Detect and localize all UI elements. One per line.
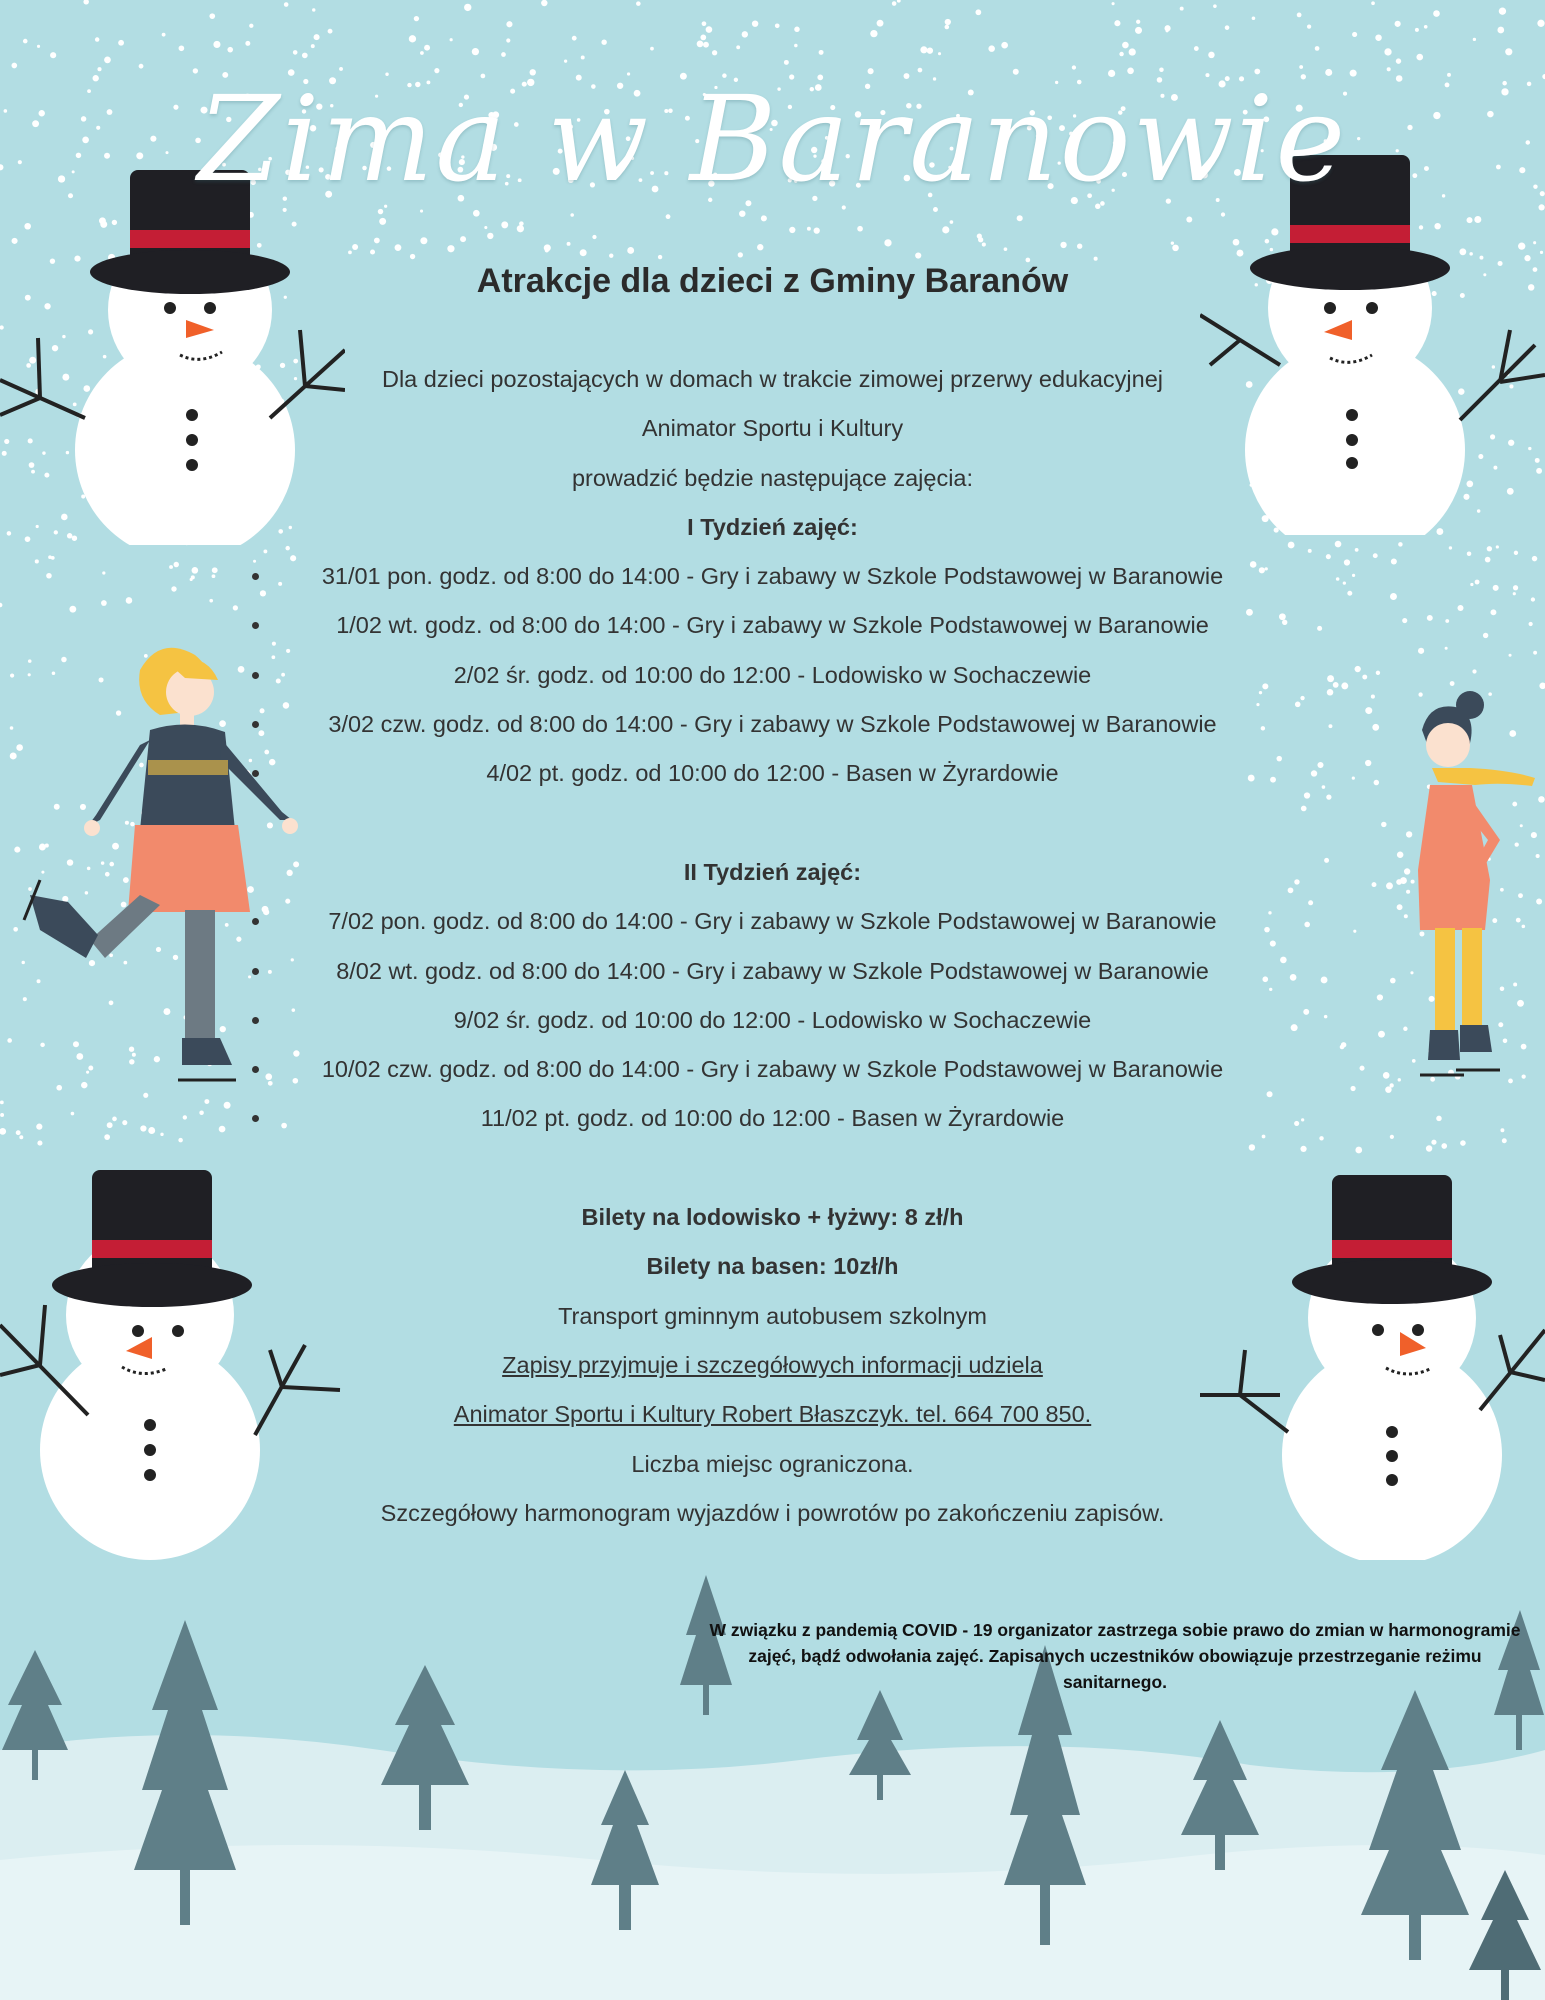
snowflake [160,1133,163,1136]
snowflake [199,1111,204,1116]
snowflake [703,42,709,48]
snowflake [950,220,954,224]
snowflake [814,228,820,234]
snowflake [192,567,199,574]
snowflake [572,36,577,41]
snowflake [11,63,17,69]
snowflake [1533,651,1537,655]
snowflake [738,252,743,257]
snowflake [1402,618,1407,623]
snowflake [484,226,487,229]
snowflake [1322,785,1326,789]
snowflake [126,597,133,604]
snowflake [179,45,185,51]
snowflake [314,34,320,40]
snowflake [1493,585,1499,591]
snowflake [209,13,215,19]
snowflake [1252,16,1256,20]
snowflake [1094,257,1098,261]
main-content [230,355,1315,1538]
snowflake [545,248,549,252]
snowflake [1017,215,1023,221]
snowflake [567,242,571,246]
snowflake [23,39,28,44]
snowflake [450,38,453,41]
snowflake [1225,25,1230,30]
snowflake [183,1115,187,1119]
snowflake [1324,858,1329,863]
snowflake [447,245,454,252]
snowflake [1326,554,1331,559]
schedule-item: 11/02 pt. godz. od 10:00 do 12:00 - Basen w Żyrardowie [230,1094,1315,1143]
snowflake [1499,8,1506,15]
snowflake [374,238,380,244]
snowflake [541,0,547,6]
snowflake [807,227,811,231]
snowflake [245,41,250,46]
snowflake [1505,48,1512,55]
snowflake [742,31,748,37]
snowflake [293,50,298,55]
snowflake [1297,13,1302,18]
snowflake [1343,581,1346,584]
snowflake [171,586,176,591]
snowflake [1509,654,1512,657]
snowflake [0,603,2,608]
snowflake [975,9,981,15]
snowflake [1416,54,1423,61]
snowflake [658,255,662,259]
snowflake [1324,1015,1328,1019]
snowflake [1390,593,1397,600]
snowflake [920,46,927,53]
tree-icon [130,1620,240,1925]
snowflake [95,37,99,41]
snowflake [1299,65,1303,69]
snowflake [1475,580,1480,585]
snowflake [174,562,179,567]
snowflake [988,45,995,52]
snowflake [1373,553,1378,558]
snowflake [1336,577,1340,581]
snowflake [506,21,512,27]
snowflake [1502,1138,1507,1143]
snowflake [473,210,480,217]
snowflake [1513,592,1516,595]
tree-icon [845,1690,915,1800]
snowflake [1532,556,1537,561]
signup-link-line2[interactable]: Animator Sportu i Kultury Robert Błaszczyk. tel. 664 700 850. [453,1401,1092,1428]
snowflake [1426,1145,1432,1151]
snowflake [1129,48,1136,55]
snowflake [1319,1136,1323,1140]
snowflake [1436,1116,1442,1122]
snowflake [1415,28,1419,32]
pool-tickets: Bilety na basen: 10zł/h [646,1253,899,1280]
snowflake [1398,542,1402,546]
snowflake [1213,4,1217,8]
snowflake [697,41,704,48]
snowflake [706,26,713,33]
snowflake [1180,7,1184,11]
snowflake [1427,615,1433,621]
snowflake [1490,609,1496,615]
snowflake [1355,548,1359,552]
snowflake [1355,666,1361,672]
snowflake [1390,1135,1394,1139]
snowflake [1445,619,1449,623]
week2-heading: II Tydzień zajęć: [683,858,862,885]
snowflake [213,41,220,48]
snowflake [209,599,213,603]
snowflake [1186,217,1192,223]
intro-line: prowadzić będzie następujące zajęcia: [571,464,974,491]
snowflake [794,27,799,32]
snowflake [284,2,289,7]
snowflake [1497,27,1504,34]
snowflake [1119,52,1123,56]
snowflake [982,242,986,246]
snowflake [1483,633,1488,638]
snowflake [570,213,574,217]
snowflake [1457,605,1463,611]
ice-rink-tickets: Bilety na lodowisko + łyżwy: 8 zł/h [581,1204,964,1231]
snowflake [945,25,950,30]
intro-line: Dla dzieci pozostających w domach w trakcie zimowej przerwy edukacyjnej [381,366,1164,392]
snowflake [1472,669,1476,673]
snowflake [162,33,166,37]
snowflake [775,23,780,28]
snowflake [178,1138,183,1143]
snowflake [348,251,352,255]
snowflake [757,244,763,250]
snowflake [112,1117,117,1122]
snowflake [0,1100,4,1104]
snowflake [1135,27,1142,34]
snowflake [752,20,758,26]
schedule-item: 10/02 czw. godz. od 8:00 do 14:00 - Gry i zabawy w Szkole Podstawowej w Baranowie [230,1045,1315,1094]
snowflake [915,252,921,258]
snowflake [700,35,706,41]
snowflake [564,60,567,63]
snowflake [101,600,107,606]
snowflake [1171,241,1174,244]
snowflake [1396,58,1401,63]
snowflake [212,574,216,578]
snowflake [1433,10,1440,17]
schedule-item: 2/02 śr. godz. od 10:00 do 12:00 - Lodowisko w Sochaczewie [230,651,1315,700]
snowflake [46,573,52,579]
snowflake [1395,21,1401,27]
snowflake [927,47,933,53]
snowflake [420,237,427,244]
snowflake [302,53,308,59]
snowflake [702,21,707,26]
snowflake [102,571,105,574]
schedule-item: 31/01 pon. godz. od 8:00 do 14:00 - Gry i zabawy w Szkole Podstawowej w Baranowie [230,552,1315,601]
snowflake [1352,32,1357,37]
snowflake [352,244,358,250]
snowflake [819,50,824,55]
snowflake [1347,591,1352,596]
snowflake [328,29,333,34]
schedule-item: 8/02 wt. godz. od 8:00 do 14:00 - Gry i zabawy w Szkole Podstawowej w Baranowie [230,947,1315,996]
snowflake [370,249,375,254]
snowflake [140,1125,146,1131]
snowflake [580,249,587,256]
snowflake [739,210,745,216]
snowflake [1449,546,1452,549]
snowflake [1208,52,1214,58]
snowflake [410,254,415,259]
week1-heading: I Tydzień zajęć: [687,513,858,540]
snowflake [212,567,218,573]
limited-places: Liczba miejsc ograniczona. [631,1450,914,1477]
snowflake [1114,20,1120,26]
snowflake [1441,1143,1447,1149]
snowflake [601,39,606,44]
snowflake [1327,675,1334,682]
snowflake [122,1120,127,1125]
snowflake [1473,38,1476,41]
snowflake [69,606,76,613]
snowflake [379,218,386,225]
snowflake [1328,724,1332,728]
snowflake [1344,559,1350,565]
snowflake [506,38,510,42]
snowflake [1194,46,1199,51]
snowflake [1136,20,1140,24]
snowflake [1514,551,1518,555]
page-title: Zima w Baranowie [197,70,1348,208]
tree-icon [0,1650,70,1780]
snowflake [16,1130,21,1135]
snowflake [977,234,982,239]
snowflake [1317,626,1322,631]
snowflake [1326,794,1331,799]
snowflake [190,578,193,581]
snowflake [789,227,795,233]
snowflake [37,1141,42,1146]
snowflake [1341,682,1348,689]
snowflake [1001,42,1008,49]
snowflake [1352,777,1355,780]
snowflake [636,1,641,6]
tree-icon [1465,1870,1545,2000]
snowflake [83,0,88,5]
snowflake [1537,20,1544,27]
snowflake [19,1135,23,1139]
snowflake [1307,24,1311,28]
snowflake [1327,689,1334,696]
snowflake [1317,762,1323,768]
snowflake [1487,546,1492,551]
snowflake [1431,1140,1436,1145]
snowflake [870,30,877,37]
snowflake [51,556,55,560]
snowflake [36,1124,42,1130]
snowflake [464,4,471,11]
snowflake [219,1126,226,1133]
snowflake [1460,1140,1466,1146]
week2-schedule-list [230,897,1315,1143]
snowflake [227,47,233,53]
snowflake [1467,552,1472,557]
snowflake [424,45,430,51]
transport-info: Transport gminnym autobusem szkolnym [558,1302,987,1329]
tree-icon [1355,1690,1475,1960]
snowflake [460,236,466,242]
snowflake [1531,597,1535,601]
snowflake [107,1122,113,1128]
snowflake [0,1128,6,1135]
snowflake [139,64,144,69]
snowflake [938,52,941,55]
section-spacer [230,1144,1315,1193]
snowflake [666,214,671,219]
snowflake [794,44,798,48]
snowflake [249,24,253,28]
tree-icon [585,1770,665,1930]
snowflake [897,0,901,3]
snowflake [312,8,315,11]
snowflake [1539,682,1545,689]
snowflake [311,44,315,48]
snowflake [1470,583,1473,586]
snowflake [1060,242,1066,248]
week1-schedule-list [230,552,1315,798]
snowflake [1384,48,1391,55]
snowflake [1072,65,1076,69]
snowflake [517,225,524,232]
snowflake [784,60,789,65]
schedule-item: 3/02 czw. godz. od 8:00 do 14:00 - Gry i zabawy w Szkole Podstawowej w Baranowie [230,700,1315,749]
snowflake [627,247,634,254]
snowflake [1391,559,1397,565]
snowflake [1500,1128,1504,1132]
schedule-item: 7/02 pon. godz. od 8:00 do 14:00 - Gry i zabawy w Szkole Podstawowej w Baranowie [230,897,1315,946]
snowflake [1355,1147,1362,1154]
snowflake [1335,541,1342,548]
snowflake [1529,622,1533,626]
snowflake [148,1127,155,1134]
snowflake [1375,34,1381,40]
snowflake [650,47,654,51]
snowflake [892,1,897,6]
snowflake [1112,2,1115,5]
snowflake [414,16,419,21]
snowflake [1418,648,1424,654]
tree-icon [375,1665,475,1830]
snowflake [501,221,508,228]
snowflake [877,20,884,27]
snowflake [395,244,402,251]
snowflake [1350,1086,1355,1091]
snowflake [1077,244,1082,249]
snowflake [945,19,951,25]
section-spacer [230,799,1315,848]
snowflake [501,52,506,57]
snowflake [1450,681,1455,686]
covid-notice: W związku z pandemią COVID - 19 organizator zastrzega sobie prawo do zmian w harmonogramie zajęć, bądź odwołania zajęć. Zapisanych uczestników obowiązuje przestrzeganie reżimu sanitarnego. [709,1620,1521,1692]
page-subtitle: Atrakcje dla dzieci z Gminy Baranów [476,262,1069,300]
snowflake [420,51,424,55]
snowflake [581,55,585,59]
snowflake [472,48,479,55]
snowflake [1376,671,1380,675]
snowflake [1004,247,1008,251]
snowflake [118,40,124,46]
snowflake [1164,25,1170,31]
snowflake [609,253,613,257]
snowflake [1513,585,1518,590]
signup-link-line1[interactable]: Zapisy przyjmuje i szczegółowych informacji udziela [502,1351,1043,1378]
snowflake [35,559,39,563]
snowflake [1496,545,1499,548]
snowflake [104,57,111,64]
snowflake [857,226,863,232]
snowflake [884,239,891,246]
snowflake [592,235,596,239]
schedule-item: 9/02 śr. godz. od 10:00 do 12:00 - Lodowisko w Sochaczewie [230,996,1315,1045]
snowflake [1122,42,1129,49]
snowflake [169,565,173,569]
snowflake [420,210,423,213]
snowflake [1445,647,1448,650]
intro-line: Animator Sportu i Kultury [641,415,904,442]
snowflake [1485,557,1491,563]
snowflake [1353,930,1356,933]
snowflake [1371,1,1375,5]
snowflake [1172,245,1179,252]
snowflake [378,209,383,214]
tree-icon [1175,1720,1265,1870]
snowflake [50,52,56,58]
snowflake [1424,25,1428,29]
schedule-item: 4/02 pt. godz. od 10:00 do 12:00 - Basen w Żyrardowie [230,749,1315,798]
snowflake [1321,977,1328,984]
schedule-item: 1/02 wt. godz. od 8:00 do 14:00 - Gry i zabawy w Szkole Podstawowej w Baranowie [230,601,1315,650]
snowflake [736,45,740,49]
snowflake [1315,46,1320,51]
snowflake [487,233,493,239]
schedule-note: Szczegółowy harmonogram wyjazdów i powrotów po zakończeniu zapisów. [380,1499,1165,1526]
snowflake [712,50,717,55]
snowflake [0,1113,4,1117]
snowflake [1340,1045,1345,1050]
snowflake [37,45,40,48]
snowflake [1333,682,1339,688]
ice-skater-woman-icon [1360,690,1545,1090]
snowflake [1362,675,1367,680]
snowflake [71,1112,75,1116]
snowflake [761,215,767,221]
snowflake [942,226,949,233]
snowflake [104,1134,110,1140]
snowflake [409,35,416,42]
snowflake [1352,574,1355,577]
